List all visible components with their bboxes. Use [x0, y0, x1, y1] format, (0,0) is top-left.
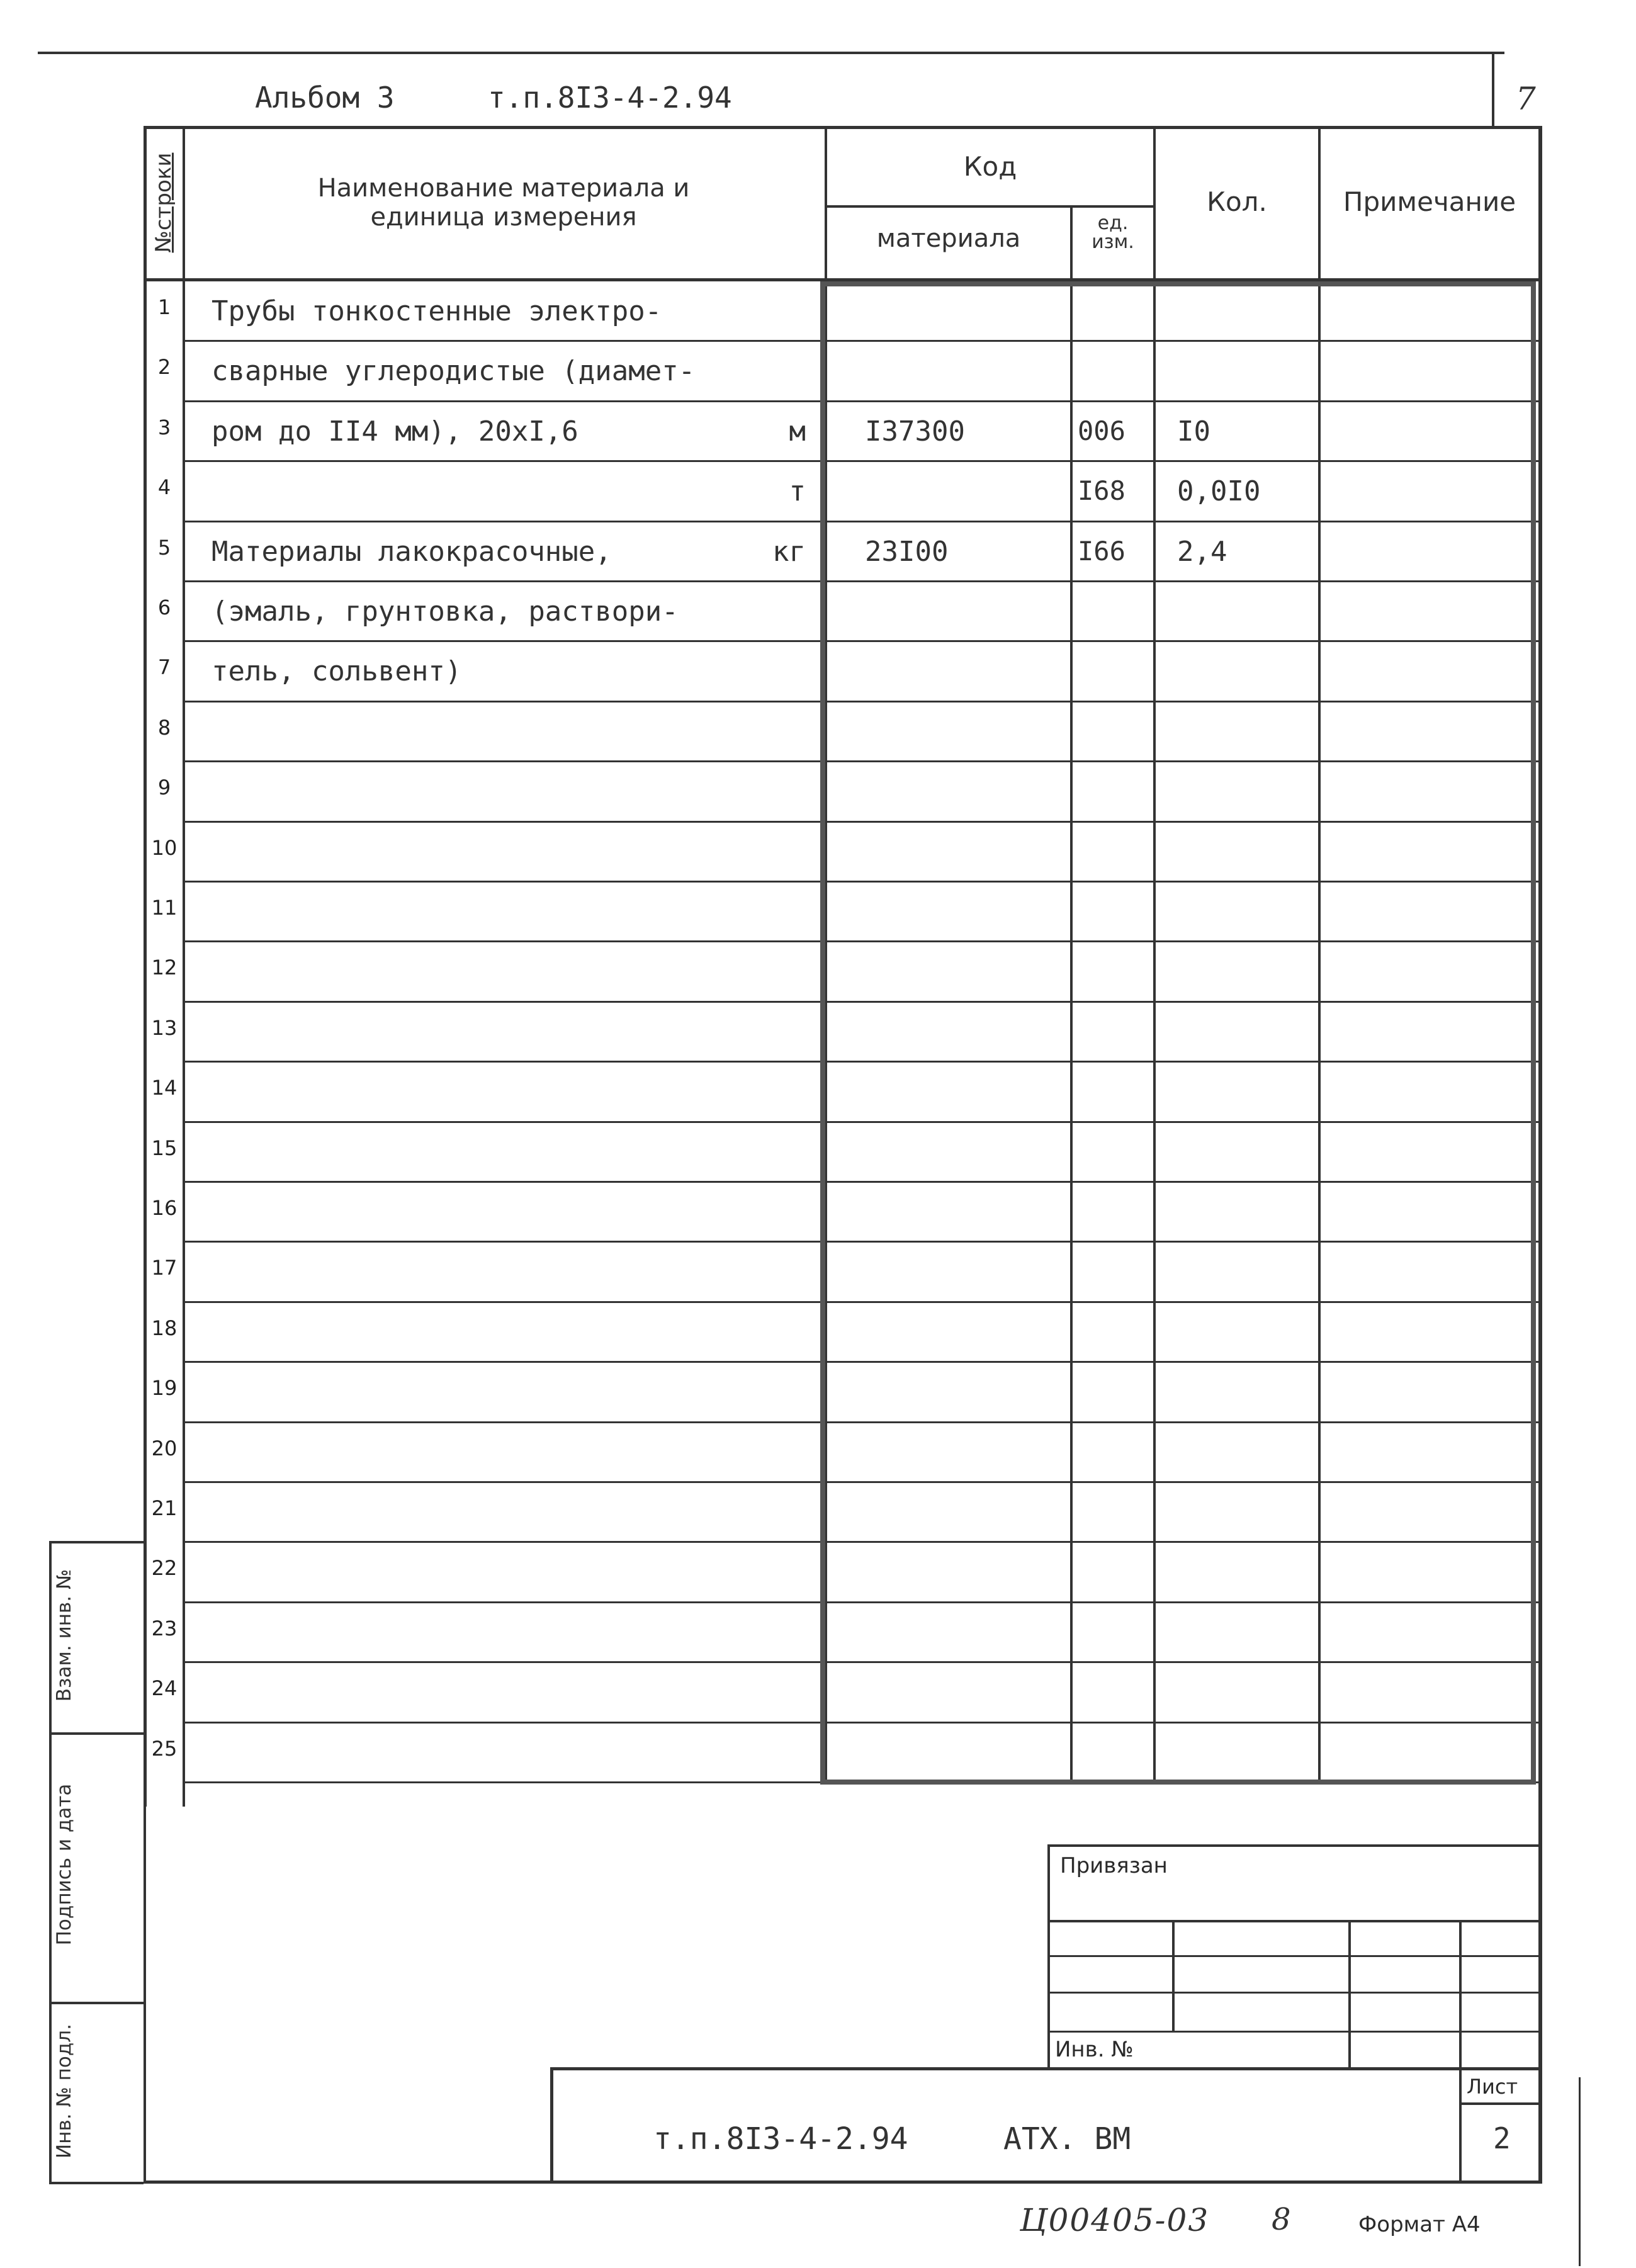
row-number: 24: [151, 1676, 178, 1700]
row-name: Трубы тонкостенные электро-: [212, 295, 662, 327]
rowno-col-border: [183, 126, 185, 1807]
designation-left: [550, 2067, 553, 2183]
stamp-top: [49, 1541, 144, 1543]
stamp-bottom: [49, 2182, 144, 2184]
row-number: 3: [157, 415, 171, 439]
row-name: тель, сольвент): [212, 655, 462, 687]
attached-grid-2: [1047, 1992, 1538, 1994]
trim-line-right: [1579, 2077, 1581, 2266]
col-header-name: Наименование материала и единица измерения: [317, 174, 690, 232]
sheet-col-left: [1459, 2067, 1462, 2183]
attached-grid-3: [1047, 2031, 1538, 2033]
row-unit: т: [789, 475, 806, 507]
row-number: 10: [151, 836, 178, 860]
row-quantity: 0,0I0: [1177, 475, 1261, 507]
col-header-row-no: №строки: [151, 152, 176, 253]
row-number: 18: [151, 1316, 178, 1340]
attached-label: Привязан: [1060, 1853, 1168, 1878]
row-number: 20: [151, 1436, 178, 1460]
stamp-divider-2: [49, 2002, 144, 2004]
row-unit: кг: [772, 536, 806, 568]
row-number: 4: [157, 475, 171, 499]
row-unit-code: I66: [1078, 536, 1125, 567]
row-number: 23: [151, 1616, 178, 1640]
designation-section: АТХ. ВМ: [1003, 2121, 1131, 2157]
row-name: Материалы лакокрасочные,: [212, 536, 612, 568]
col-header-code-material: материала: [876, 224, 1021, 253]
format-label: Формат А4: [1358, 2212, 1481, 2237]
row-number: 7: [157, 655, 171, 679]
project-code: т.п.8I3-4-2.94: [488, 81, 732, 115]
sheet-label-divider: [1459, 2102, 1538, 2105]
table-top-border: [144, 126, 1542, 129]
row-number: 6: [157, 595, 171, 619]
stamp-signature-date: Подпись и дата: [53, 1783, 76, 1946]
row-number: 16: [151, 1196, 178, 1220]
row-quantity: 2,4: [1177, 536, 1227, 568]
row-number: 19: [151, 1376, 178, 1400]
row-number: 9: [157, 776, 171, 799]
row-number: 13: [151, 1016, 178, 1040]
row-unit-code: 006: [1078, 415, 1125, 446]
row-number: 5: [157, 536, 171, 560]
stamp-inv-original: Инв. № подл.: [53, 2024, 76, 2158]
attached-grid-v3: [1459, 1920, 1462, 2068]
table-right-border: [1538, 126, 1542, 1807]
frame-right-lower: [1538, 1807, 1542, 2183]
row-name: сварные углеродистые (диамет-: [212, 355, 696, 387]
row-unit-code: I68: [1078, 475, 1125, 506]
sheet-label: Лист: [1467, 2075, 1518, 2099]
row-number: 12: [151, 956, 178, 979]
row-number: 15: [151, 1136, 178, 1160]
frame-bottom: [144, 2181, 1542, 2184]
row-name: ром до II4 мм), 20хI,6: [212, 415, 578, 448]
designation-code: т.п.8I3-4-2.94: [653, 2121, 908, 2157]
inv-no-label: Инв. №: [1055, 2037, 1134, 2062]
stamp-left-border: [49, 1541, 52, 2183]
page-number-divider: [1492, 52, 1494, 127]
row-number: 11: [151, 896, 178, 920]
row-number: 14: [151, 1076, 178, 1100]
archive-number: Ц00405-03: [1020, 2202, 1210, 2238]
album-label: Альбом 3: [255, 81, 395, 115]
row-unit: м: [789, 415, 806, 448]
designation-top: [553, 2067, 1538, 2070]
top-rule: [38, 52, 1504, 54]
row-material-code: I37300: [865, 415, 965, 448]
attached-grid-v1: [1172, 1920, 1175, 2031]
attached-top: [1047, 1844, 1538, 1847]
row-number: 21: [151, 1496, 178, 1520]
row-number: 17: [151, 1256, 178, 1280]
row-quantity: I0: [1177, 415, 1210, 448]
attached-grid-1: [1047, 1955, 1538, 1957]
row-name: (эмаль, грунтовка, раствори-: [212, 595, 679, 628]
sheet-number: 2: [1493, 2121, 1511, 2155]
col-header-code: Код: [963, 151, 1017, 182]
row-number: 2: [157, 355, 171, 379]
row-number: 25: [151, 1737, 178, 1761]
copy-number: 8: [1272, 2202, 1291, 2237]
attached-grid-v2: [1348, 1920, 1351, 2068]
frame-left-lower: [144, 1807, 146, 2183]
col-header-note: Примечание: [1343, 186, 1516, 217]
stamp-replace-inv: Взам. инв. №: [53, 1569, 76, 1702]
row-number: 22: [151, 1556, 178, 1580]
row-number: 1: [157, 295, 171, 319]
row-number: 8: [157, 716, 171, 740]
data-block-frame: [820, 281, 1536, 1785]
col-header-qty: Кол.: [1207, 186, 1267, 217]
code-group-divider: [825, 205, 1156, 208]
row-material-code: 23I00: [865, 536, 949, 568]
col-header-code-unit: ед. изм.: [1092, 212, 1134, 253]
page-number: 7: [1516, 81, 1536, 117]
attached-grid-top: [1047, 1920, 1538, 1922]
name-col-border: [825, 126, 827, 280]
stamp-divider-1: [49, 1732, 144, 1735]
